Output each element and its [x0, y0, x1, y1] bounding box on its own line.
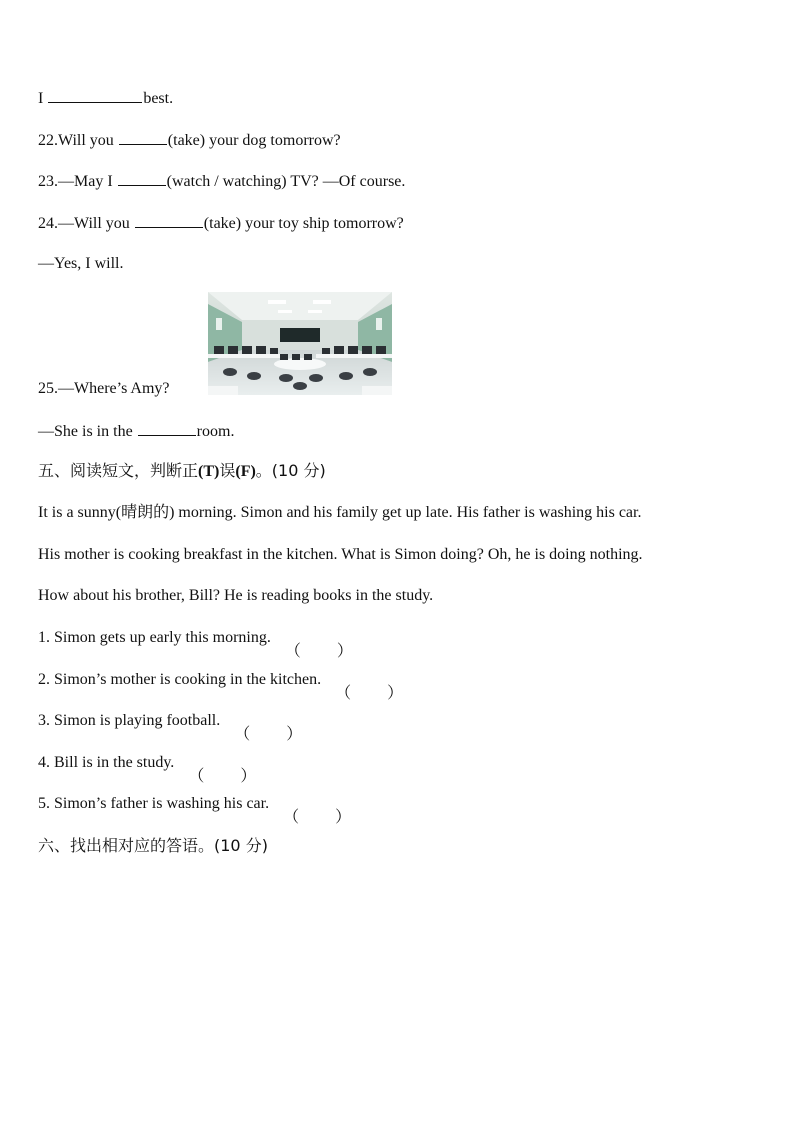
paren-close: ） — [335, 809, 352, 826]
statement-text: 1. Simon gets up early this morning. — [38, 629, 271, 646]
passage-line: His mother is cooking breakfast in the kitchen. What is Simon doing? Oh, he is doing nothing. — [38, 546, 643, 563]
q24-answer: —Yes, I will. — [38, 255, 124, 272]
q25-blank[interactable] — [138, 420, 196, 436]
statement-text: 2. Simon’s mother is cooking in the kitchen. — [38, 671, 322, 688]
q25-number: 25. — [38, 380, 58, 397]
statement-5 — [38, 794, 352, 826]
q25-question: —Where’s Amy? — [58, 380, 170, 397]
q24-pre: —Will you — [58, 215, 130, 232]
section5-title-part: (F) — [235, 463, 256, 480]
paren-close: ） — [240, 768, 257, 785]
statement-text: 4. Bill is in the study. — [38, 754, 175, 771]
q23-number: 23. — [38, 173, 58, 190]
q25-answer-pre: —She is in the — [38, 423, 133, 440]
paren-close: ） — [286, 726, 303, 743]
q21-prefix: I — [38, 90, 44, 107]
passage-line: It is a sunny(晴朗的) morning. Simon and his family get up late. His father is washing his car. — [38, 504, 642, 521]
q24-line — [38, 212, 404, 234]
q25-answer-line — [38, 420, 234, 442]
q24-blank[interactable] — [135, 212, 203, 228]
q21-tail-line — [38, 87, 173, 109]
computer-room-image — [208, 292, 392, 395]
q23-blank[interactable] — [118, 170, 166, 186]
statement-text: 3. Simon is playing football. — [38, 712, 221, 729]
q23-pre: —May I — [58, 173, 113, 190]
paren-close: ） — [336, 643, 353, 660]
paren-open: （ — [335, 685, 352, 702]
q22-blank[interactable] — [119, 129, 167, 145]
statement-2 — [38, 670, 404, 702]
q23-line — [38, 170, 405, 192]
q22-post: (take) your dog tomorrow? — [167, 132, 341, 149]
q21-suffix: best. — [143, 90, 174, 107]
paren-close: ） — [387, 685, 404, 702]
section6-title: 六、找出相对应的答语。(10 分) — [38, 836, 268, 855]
statement-4 — [38, 753, 257, 785]
section5-title — [38, 461, 326, 482]
section5-title-part: 。(10 分) — [255, 461, 326, 480]
q25-answer-post: room. — [196, 423, 235, 440]
q25-line — [38, 379, 170, 399]
section5-title-part: 误 — [219, 461, 236, 480]
q24-post: (take) your toy ship tomorrow? — [203, 215, 404, 232]
q23-post: (watch / watching) TV? —Of course. — [166, 173, 406, 190]
paren-open: （ — [283, 809, 300, 826]
paren-open: （ — [234, 726, 251, 743]
q22-line — [38, 129, 341, 151]
statement-1 — [38, 628, 353, 660]
q22-pre: Will you — [58, 132, 114, 149]
statement-3 — [38, 711, 303, 743]
paren-open: （ — [284, 643, 301, 660]
section5-title-part: 五、阅读短文，判断正 — [38, 461, 199, 480]
q21-blank[interactable] — [48, 87, 142, 103]
q24-number: 24. — [38, 215, 58, 232]
paren-open: （ — [188, 768, 205, 785]
statement-text: 5. Simon’s father is washing his car. — [38, 795, 270, 812]
q22-number: 22. — [38, 132, 58, 149]
passage-line: How about his brother, Bill? He is reading books in the study. — [38, 587, 434, 604]
section5-title-part: (T) — [198, 463, 220, 480]
